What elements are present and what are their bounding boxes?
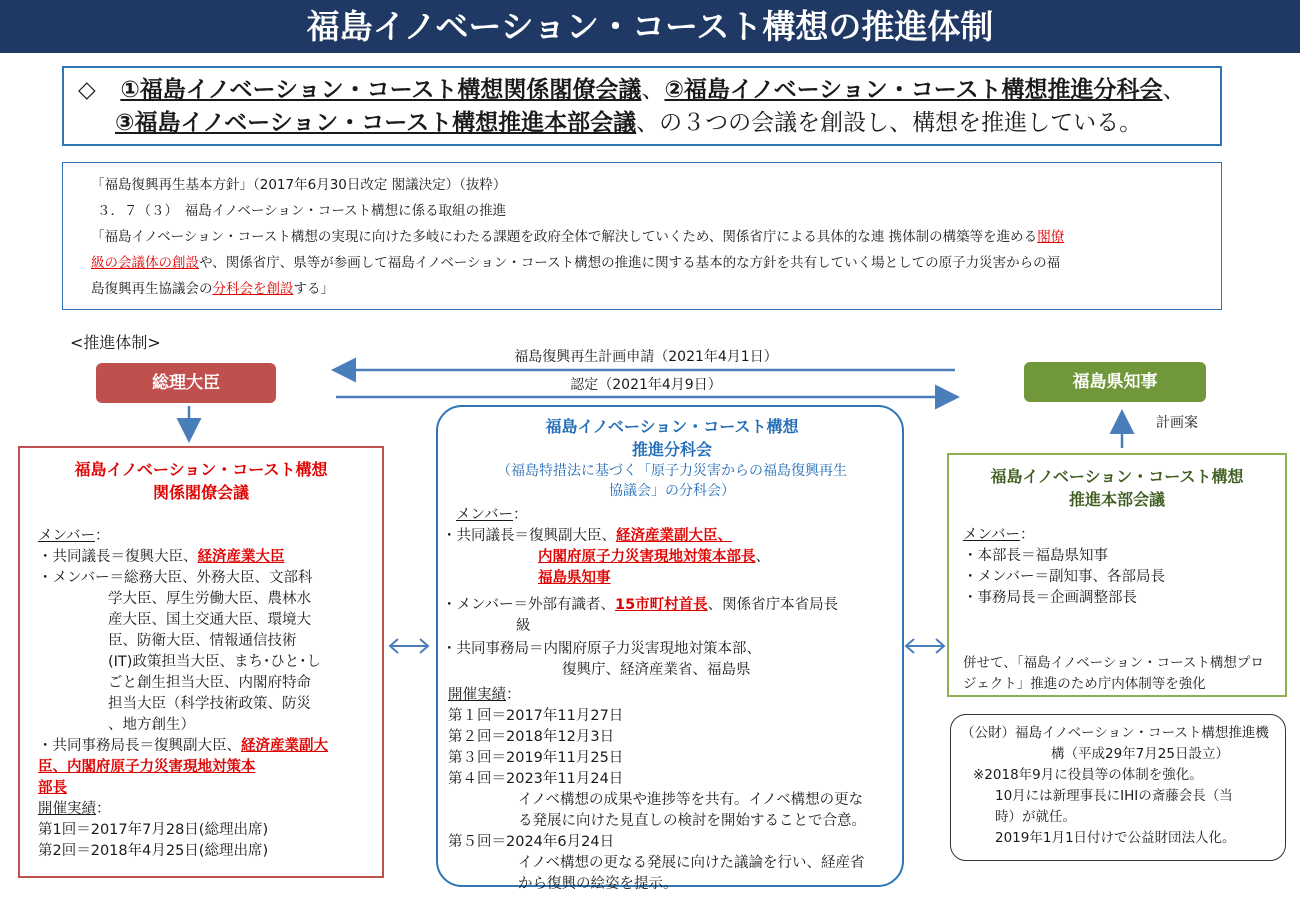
plan-draft-label: 計画案 bbox=[1156, 415, 1198, 431]
subcommittee-record-5-note: イノベ構想の更なる発展に向けた議論を行い、経産省 bbox=[518, 855, 865, 871]
summary-tail: 、の３つの会議を創設し、構想を推進している。 bbox=[636, 110, 1143, 136]
policy-line-5: 島復興再生協議会の分科会を創設する」 bbox=[91, 281, 334, 297]
cabinet-chair: ・共同議長＝復興大臣、経済産業大臣 bbox=[38, 549, 285, 565]
meeting-2-name: ②福島イノベーション・コースト構想推進分科会 bbox=[664, 77, 1163, 103]
headquarters-box bbox=[947, 453, 1287, 697]
subcommittee-chair-cont: 福島県知事 bbox=[538, 570, 611, 586]
arrow-application-label: 福島復興再生計画申請（2021年4月1日） bbox=[514, 349, 778, 365]
double-arrow-left bbox=[390, 639, 428, 653]
hq-member-line: ・本部長＝福島県知事 bbox=[963, 548, 1108, 564]
subcommittee-record-1: 第１回＝2017年11月27日 bbox=[448, 708, 624, 724]
foundation-line: 時）が就任。 bbox=[995, 809, 1076, 825]
arrow-approval-label: 認定（2021年4月9日） bbox=[570, 377, 722, 393]
subcommittee-record-4-note: イノベ構想の成果や進捗等を共有。イノベ構想の更な bbox=[518, 792, 864, 808]
hq-extra: ジェクト」推進のため庁内体制等を強化 bbox=[963, 676, 1206, 692]
summary-line-1: ◇ ①福島イノベーション・コースト構想関係閣僚会議、②福島イノベーション・コースト構想推進分科会、 bbox=[78, 77, 1186, 103]
meeting-1-name: ①福島イノベーション・コースト構想関係閣僚会議 bbox=[120, 77, 642, 103]
cabinet-members-line: 担当大臣（科学技術政策、防災 bbox=[108, 696, 311, 712]
subcommittee-members-cont: 級 bbox=[516, 618, 531, 634]
subcommittee-title-2: 推進分科会 bbox=[631, 440, 712, 459]
cabinet-secretariat: ・共同事務局長＝復興副大臣、経済産業副大 bbox=[38, 738, 328, 754]
cabinet-title-2: 関係閣僚会議 bbox=[152, 483, 249, 502]
subcommittee-members-head: メンバー： bbox=[456, 507, 528, 523]
foundation-line: 構（平成29年7月25日設立） bbox=[1051, 746, 1229, 762]
hq-member-line: ・事務局長＝企画調整部長 bbox=[963, 590, 1137, 606]
subcommittee-title-1: 福島イノベーション・コースト構想 bbox=[545, 417, 799, 436]
page-title: 福島イノベーション・コースト構想の推進体制 bbox=[0, 0, 1300, 53]
prime-minister-box: 総理大臣 bbox=[96, 363, 276, 403]
cabinet-members-line: 学大臣、厚生労働大臣、農林水 bbox=[108, 591, 311, 607]
policy-line-3: 「福島イノベーション・コースト構想の実現に向けた多岐にわたる課題を政府全体で解決していくため、関係省庁による具体的な連 携体制の構築等を進める閣僚 bbox=[91, 229, 1065, 245]
subcommittee-secretariat: ・共同事務局＝内閣府原子力災害現地対策本部、 bbox=[442, 641, 761, 657]
subcommittee-chair: ・共同議長＝復興副大臣、経済産業副大臣、 bbox=[442, 528, 732, 544]
cabinet-members-line: ・メンバー＝総務大臣、外務大臣、文部科 bbox=[38, 570, 313, 586]
cabinet-members-line: (IT)政策担当大臣、まち･ひと･し bbox=[108, 654, 321, 670]
foundation-line: 10月には新理事長にIHIの斎藤会長（当 bbox=[995, 788, 1233, 804]
foundation-line: ※2018年9月に役員等の体制を強化。 bbox=[973, 767, 1203, 783]
foundation-line: （公財）福島イノベーション・コースト構想推進機 bbox=[961, 725, 1269, 741]
governor-box: 福島県知事 bbox=[1024, 362, 1206, 402]
cabinet-record-1: 第1回＝2017年7月28日(総理出席) bbox=[38, 822, 269, 838]
hq-members-head: メンバー： bbox=[963, 527, 1035, 543]
subcommittee-record-2: 第２回＝2018年12月3日 bbox=[448, 729, 615, 745]
hq-extra: 併せて、「福島イノベーション・コースト構想プロ bbox=[963, 655, 1264, 671]
cabinet-members-line: ごと創生担当大臣、内閣府特命 bbox=[108, 675, 311, 691]
hq-title-2: 推進本部会議 bbox=[1068, 490, 1165, 509]
diamond-icon: ◇ bbox=[78, 77, 96, 103]
subcommittee-secretariat-cont: 復興庁、経済産業省、福島県 bbox=[562, 662, 751, 678]
subcommittee-note-2: 協議会」の分科会） bbox=[609, 483, 735, 499]
cabinet-members-line: 、地方創生） bbox=[108, 717, 195, 733]
subcommittee-note-1: （福島特措法に基づく「原子力災害からの福島復興再生 bbox=[497, 463, 847, 479]
hq-member-line: ・メンバー＝副知事、各部局長 bbox=[963, 569, 1165, 585]
policy-line-1: 「福島復興再生基本方針」（2017年6月30日改定 閣議決定）（抜粋） bbox=[91, 177, 507, 193]
subcommittee-record-head: 開催実績： bbox=[448, 687, 521, 703]
cabinet-members-head: メンバー： bbox=[38, 528, 110, 544]
meeting-3-name: ③福島イノベーション・コースト構想推進本部会議 bbox=[115, 110, 637, 136]
hq-title-1: 福島イノベーション・コースト構想 bbox=[990, 467, 1244, 486]
policy-line-2: ３．７（３） 福島イノベーション・コースト構想に係る取組の推進 bbox=[97, 203, 507, 219]
double-arrow-right bbox=[906, 639, 944, 653]
subcommittee-record-4-note: る発展に向けた見直しの検討を開始することで合意。 bbox=[518, 813, 866, 829]
cabinet-secretariat-cont: 臣、内閣府原子力災害現地対策本 bbox=[38, 759, 256, 775]
cabinet-members-line: 臣、防衛大臣、情報通信技術 bbox=[108, 633, 297, 649]
policy-line-4: 級の会議体の創設や、関係省庁、県等が参画して福島イノベーション・コースト構想の推進に関する基本的な方針を共有していく場としての原子力災害からの福 bbox=[91, 255, 1061, 271]
foundation-box bbox=[950, 714, 1286, 861]
subcommittee-record-3: 第３回＝2019年11月25日 bbox=[448, 750, 624, 766]
cabinet-record-head: 開催実績： bbox=[38, 801, 111, 817]
cabinet-meeting-box bbox=[18, 446, 384, 878]
cabinet-secretariat-cont: 部長 bbox=[38, 780, 67, 796]
subcommittee-members: ・メンバー＝外部有識者、15市町村首長、関係省庁本省局長 bbox=[442, 597, 839, 613]
subcommittee-chair-cont: 内閣府原子力災害現地対策本部長、 bbox=[538, 549, 770, 565]
cabinet-title-1: 福島イノベーション・コースト構想 bbox=[74, 460, 328, 479]
subcommittee-record-5: 第５回＝2024年6月24日 bbox=[448, 834, 615, 850]
cabinet-record-2: 第2回＝2018年4月25日(総理出席) bbox=[38, 843, 269, 859]
subcommittee-record-4: 第４回＝2023年11月24日 bbox=[448, 771, 624, 787]
subcommittee-box bbox=[436, 405, 904, 892]
cabinet-members-line: 産大臣、国土交通大臣、環境大 bbox=[108, 612, 311, 628]
subcommittee-record-5-note: から復興の絵姿を提示。 bbox=[518, 876, 678, 892]
foundation-line: 2019年1月1日付けで公益財団法人化。 bbox=[995, 830, 1236, 846]
diagram-label: <推進体制> bbox=[70, 333, 161, 352]
